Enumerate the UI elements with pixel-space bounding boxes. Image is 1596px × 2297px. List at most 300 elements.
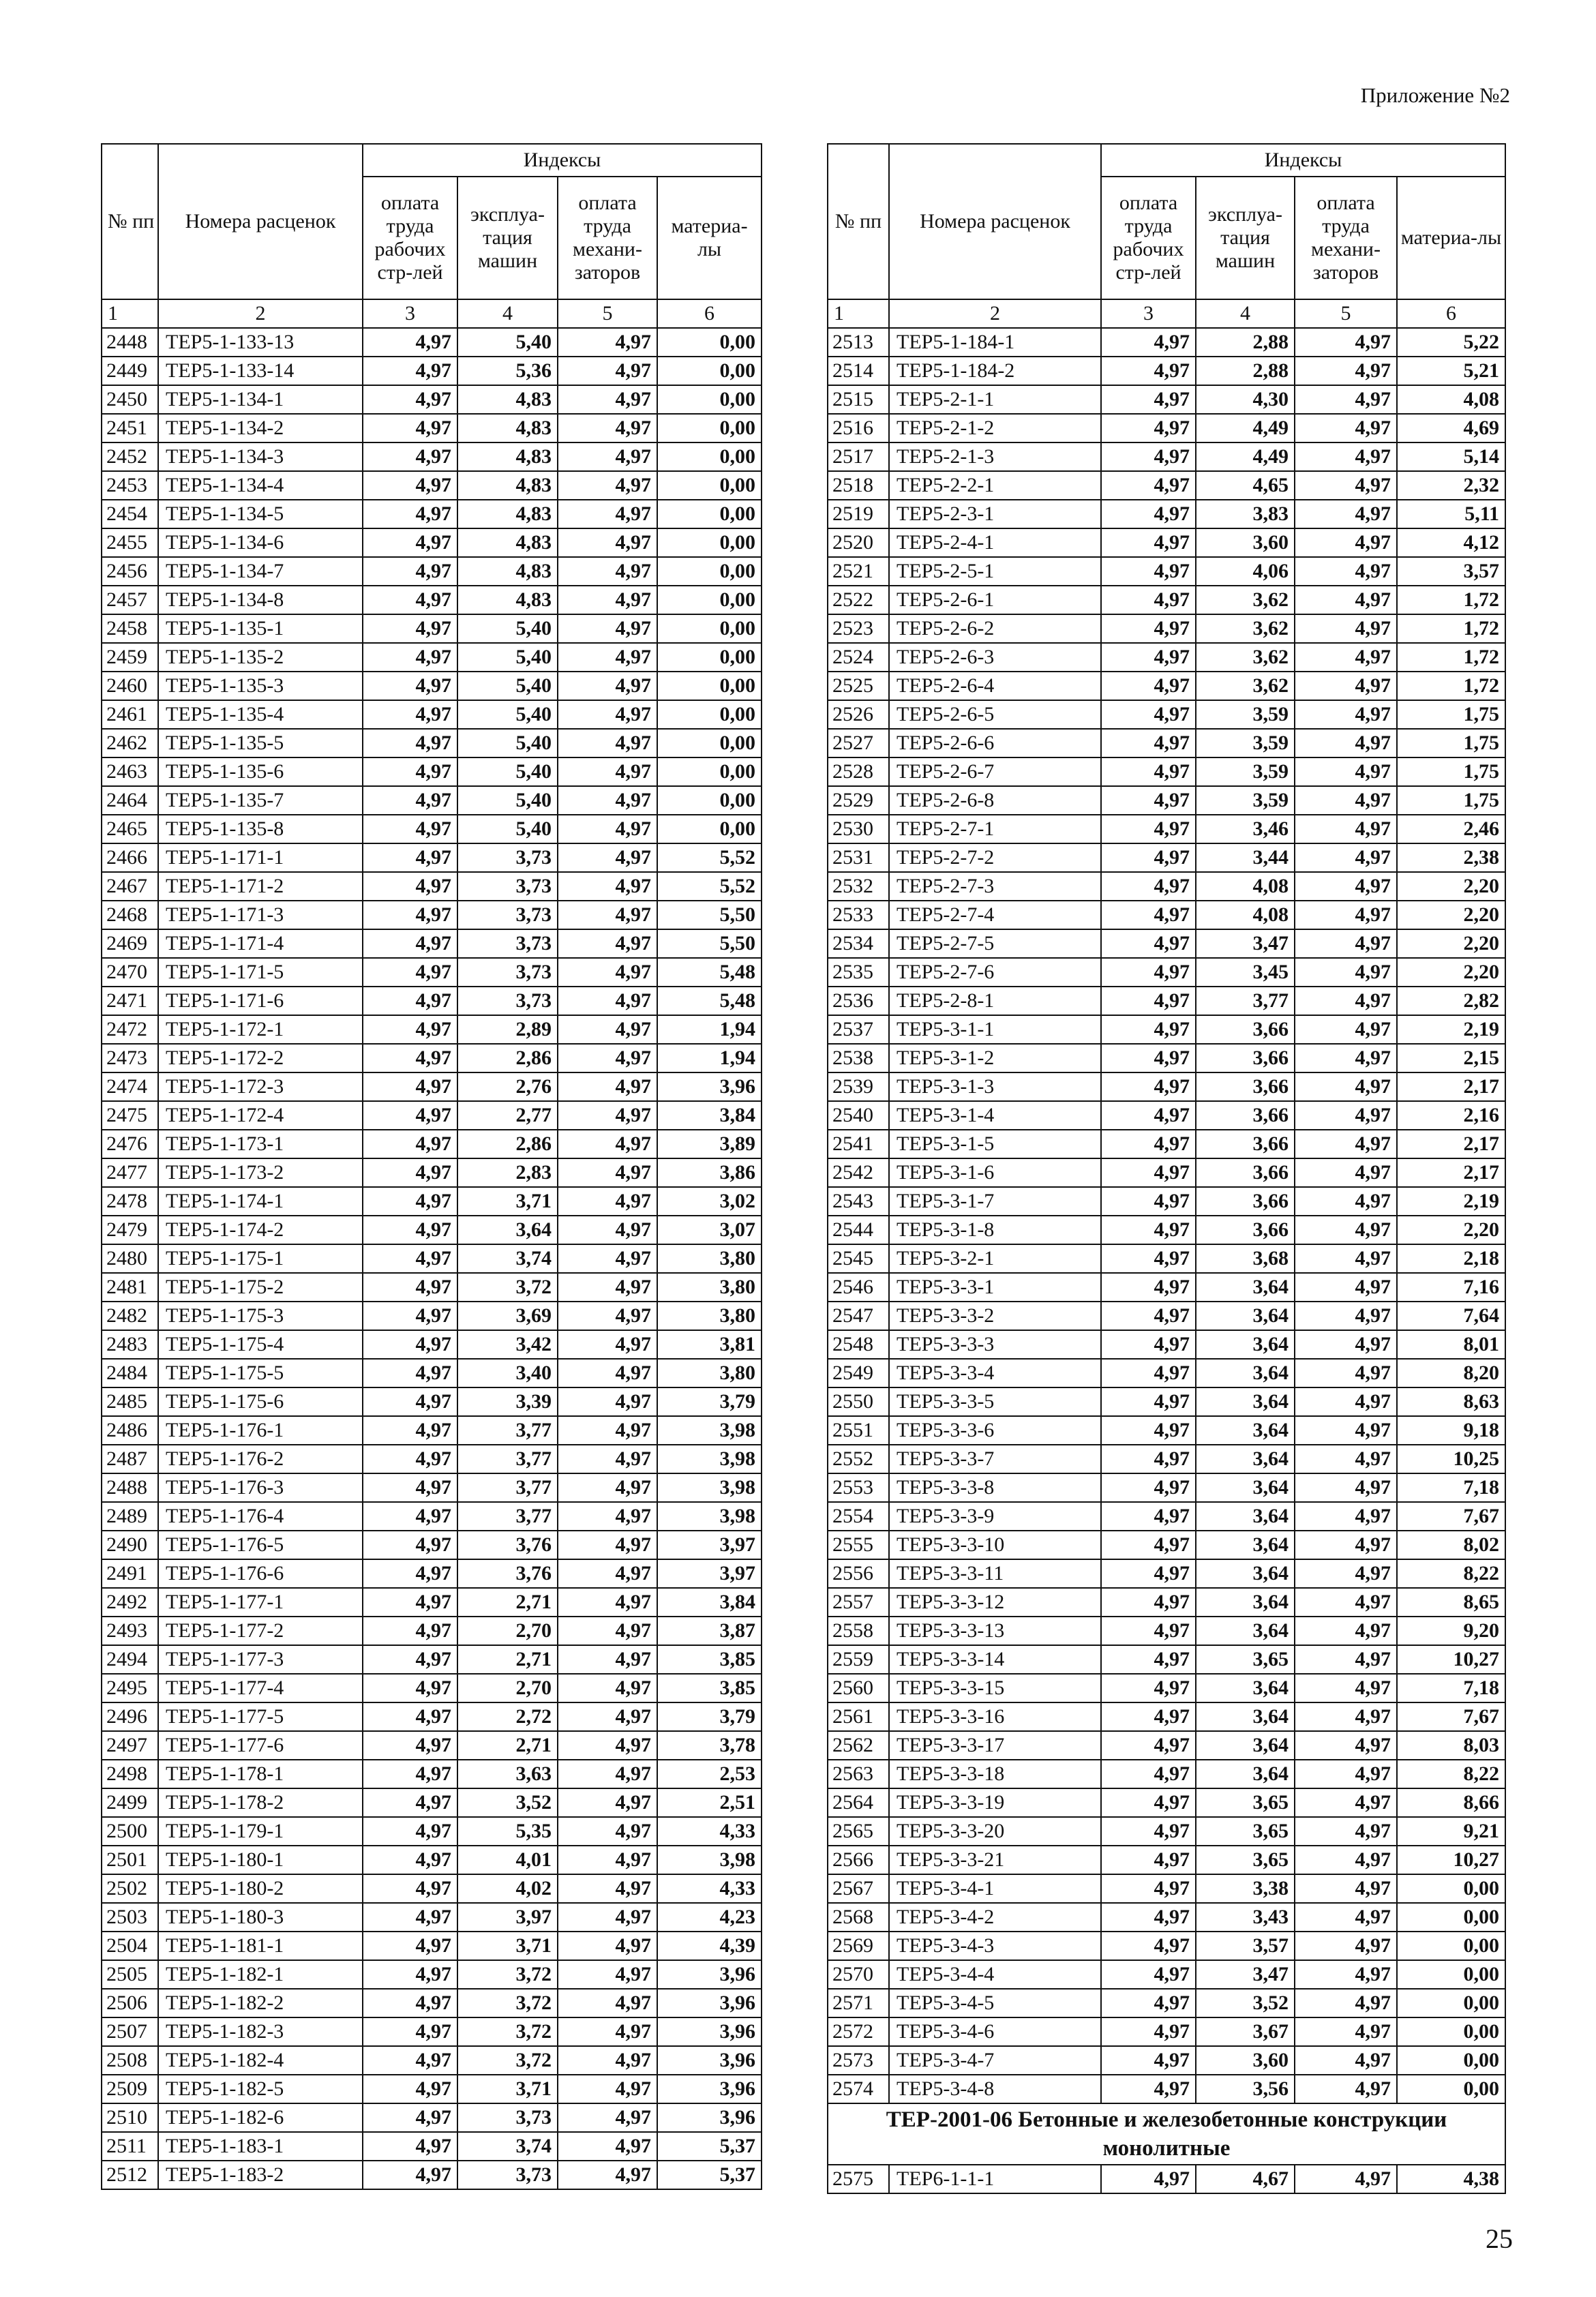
row-number: 2512 (102, 2161, 158, 2189)
mechanic-wage-index: 4,97 (558, 528, 657, 557)
mechanic-wage-index: 4,97 (1295, 1044, 1397, 1072)
row-number: 2501 (102, 1846, 158, 1874)
wage-index: 4,97 (363, 1330, 457, 1359)
rate-code: ТЕР5-1-135-4 (158, 700, 363, 729)
table-row (102, 786, 762, 815)
rate-code: ТЕР5-1-182-4 (158, 2046, 363, 2075)
materials-index: 0,00 (657, 357, 762, 385)
wage-index: 4,97 (363, 1502, 457, 1531)
table-row (828, 357, 1505, 385)
rate-code: ТЕР5-1-183-1 (158, 2132, 363, 2161)
rate-code: ТЕР5-1-134-7 (158, 557, 363, 586)
col-number: 6 (657, 299, 762, 328)
table-row (102, 2103, 762, 2132)
rate-code: ТЕР5-1-178-1 (158, 1760, 363, 1788)
rate-code: ТЕР5-3-1-1 (889, 1015, 1101, 1044)
row-number: 2528 (828, 757, 889, 786)
materials-index: 3,98 (657, 1445, 762, 1473)
wage-index: 4,97 (1101, 2017, 1196, 2046)
rate-code: ТЕР5-1-177-5 (158, 1702, 363, 1731)
row-number: 2559 (828, 1645, 889, 1674)
rate-code: ТЕР5-2-7-1 (889, 815, 1101, 843)
wage-index: 4,97 (363, 2132, 457, 2161)
machine-index: 4,83 (457, 471, 558, 500)
mechanic-wage-index: 4,97 (1295, 586, 1397, 614)
rate-code: ТЕР5-1-182-6 (158, 2103, 363, 2132)
machine-index: 2,86 (457, 1130, 558, 1158)
rate-code: ТЕР5-1-134-5 (158, 500, 363, 528)
machine-index: 4,83 (457, 586, 558, 614)
machine-index: 3,52 (1196, 1989, 1295, 2017)
materials-index: 5,50 (657, 929, 762, 958)
wage-index: 4,97 (1101, 1617, 1196, 1645)
row-number: 2565 (828, 1817, 889, 1846)
wage-index: 4,97 (363, 1731, 457, 1760)
col-mach-header: эксплуа-тация машин (1196, 177, 1295, 299)
materials-index: 5,21 (1397, 357, 1505, 385)
rate-code: ТЕР5-2-1-2 (889, 414, 1101, 442)
row-number: 2507 (102, 2017, 158, 2046)
wage-index: 4,97 (1101, 757, 1196, 786)
row-number: 2451 (102, 414, 158, 442)
mechanic-wage-index: 4,97 (558, 1387, 657, 1416)
wage-index: 4,97 (1101, 1874, 1196, 1903)
machine-index: 3,39 (457, 1387, 558, 1416)
machine-index: 2,72 (457, 1702, 558, 1731)
materials-index: 0,00 (1397, 2046, 1505, 2075)
table-row (102, 872, 762, 901)
materials-index: 3,84 (657, 1101, 762, 1130)
rate-code: ТЕР5-1-180-1 (158, 1846, 363, 1874)
row-number: 2542 (828, 1158, 889, 1187)
materials-index: 2,19 (1397, 1015, 1505, 1044)
table-row (828, 1645, 1505, 1674)
rate-code: ТЕР5-1-172-1 (158, 1015, 363, 1044)
row-number: 2527 (828, 729, 889, 757)
rate-code: ТЕР5-2-7-5 (889, 929, 1101, 958)
rate-code: ТЕР5-1-171-1 (158, 843, 363, 872)
machine-index: 5,40 (457, 757, 558, 786)
rate-code: ТЕР5-1-176-1 (158, 1416, 363, 1445)
mechanic-wage-index: 4,97 (1295, 1531, 1397, 1559)
machine-index: 3,64 (1196, 1273, 1295, 1302)
wage-index: 4,97 (363, 2161, 457, 2189)
wage-index: 4,97 (363, 729, 457, 757)
mechanic-wage-index: 4,97 (1295, 528, 1397, 557)
rate-code: ТЕР5-3-3-21 (889, 1846, 1101, 1874)
materials-index: 3,96 (657, 2046, 762, 2075)
rate-code: ТЕР5-2-1-3 (889, 442, 1101, 471)
machine-index: 3,72 (457, 1960, 558, 1989)
machine-index: 4,83 (457, 500, 558, 528)
mechanic-wage-index: 4,97 (558, 1731, 657, 1760)
mechanic-wage-index: 4,97 (1295, 872, 1397, 901)
table-row (102, 643, 762, 672)
materials-index: 4,33 (657, 1874, 762, 1903)
table-row (102, 471, 762, 500)
wage-index: 4,97 (1101, 987, 1196, 1015)
table-row (828, 1817, 1505, 1846)
table-row (102, 1645, 762, 1674)
machine-index: 3,59 (1196, 729, 1295, 757)
mechanic-wage-index: 4,97 (1295, 1015, 1397, 1044)
row-number: 2535 (828, 958, 889, 987)
wage-index: 4,97 (363, 958, 457, 987)
wage-index: 4,97 (363, 1244, 457, 1273)
machine-index: 5,36 (457, 357, 558, 385)
wage-index: 4,97 (1101, 901, 1196, 929)
col-no-header: № пп (828, 144, 889, 299)
row-number: 2536 (828, 987, 889, 1015)
rate-code: ТЕР5-3-1-7 (889, 1187, 1101, 1216)
row-number: 2534 (828, 929, 889, 958)
materials-index: 4,23 (657, 1903, 762, 1932)
machine-index: 3,66 (1196, 1130, 1295, 1158)
materials-index: 5,50 (657, 901, 762, 929)
rate-code: ТЕР5-1-173-2 (158, 1158, 363, 1187)
mechanic-wage-index: 4,97 (558, 987, 657, 1015)
wage-index: 4,97 (1101, 328, 1196, 357)
table-row (102, 586, 762, 614)
rates-table-right (827, 143, 1506, 2194)
mechanic-wage-index: 4,97 (558, 1158, 657, 1187)
rate-code: ТЕР5-3-4-5 (889, 1989, 1101, 2017)
materials-index: 10,25 (1397, 1445, 1505, 1473)
table-row (102, 1817, 762, 1846)
mechanic-wage-index: 4,97 (1295, 2075, 1397, 2103)
col-number: 3 (363, 299, 457, 328)
row-number: 2492 (102, 1588, 158, 1617)
machine-index: 3,62 (1196, 614, 1295, 643)
table-row (102, 1903, 762, 1932)
table-row (102, 815, 762, 843)
row-number: 2572 (828, 2017, 889, 2046)
row-number: 2469 (102, 929, 158, 958)
materials-index: 1,72 (1397, 672, 1505, 700)
wage-index: 4,97 (1101, 1015, 1196, 1044)
col-number: 5 (1295, 299, 1397, 328)
materials-index: 0,00 (657, 786, 762, 815)
machine-index: 3,77 (1196, 987, 1295, 1015)
rate-code: ТЕР5-2-2-1 (889, 471, 1101, 500)
row-number: 2557 (828, 1588, 889, 1617)
wage-index: 4,97 (1101, 1817, 1196, 1846)
mechanic-wage-index: 4,97 (1295, 557, 1397, 586)
machine-index: 4,49 (1196, 442, 1295, 471)
rate-code: ТЕР5-1-171-6 (158, 987, 363, 1015)
table-row (102, 1244, 762, 1273)
rate-code: ТЕР5-1-175-2 (158, 1273, 363, 1302)
row-number: 2480 (102, 1244, 158, 1273)
mechanic-wage-index: 4,97 (558, 2132, 657, 2161)
materials-index: 0,00 (1397, 1874, 1505, 1903)
row-number: 2550 (828, 1387, 889, 1416)
wage-index: 4,97 (363, 1044, 457, 1072)
row-number: 2510 (102, 2103, 158, 2132)
wage-index: 4,97 (363, 929, 457, 958)
mechanic-wage-index: 4,97 (1295, 1874, 1397, 1903)
wage-index: 4,97 (1101, 471, 1196, 500)
machine-index: 3,71 (457, 1187, 558, 1216)
machine-index: 3,43 (1196, 1903, 1295, 1932)
mechanic-wage-index: 4,97 (1295, 471, 1397, 500)
rate-code: ТЕР5-3-1-6 (889, 1158, 1101, 1187)
rate-code: ТЕР5-1-176-2 (158, 1445, 363, 1473)
mechanic-wage-index: 4,97 (1295, 786, 1397, 815)
wage-index: 4,97 (363, 586, 457, 614)
machine-index: 3,83 (1196, 500, 1295, 528)
mechanic-wage-index: 4,97 (558, 442, 657, 471)
table-row (102, 414, 762, 442)
table-row (828, 2165, 1505, 2193)
row-number: 2484 (102, 1359, 158, 1387)
machine-index: 3,77 (457, 1473, 558, 1502)
row-number: 2530 (828, 815, 889, 843)
wage-index: 4,97 (363, 1302, 457, 1330)
wage-index: 4,97 (363, 557, 457, 586)
wage-index: 4,97 (363, 1989, 457, 2017)
table-row (828, 929, 1505, 958)
materials-index: 2,82 (1397, 987, 1505, 1015)
table-row (102, 672, 762, 700)
wage-index: 4,97 (363, 1760, 457, 1788)
table-row (828, 586, 1505, 614)
table-row (828, 1788, 1505, 1817)
machine-index: 3,73 (457, 929, 558, 958)
table-row (102, 1788, 762, 1817)
materials-index: 10,27 (1397, 1645, 1505, 1674)
materials-index: 0,00 (657, 672, 762, 700)
table-row (828, 901, 1505, 929)
mechanic-wage-index: 4,97 (1295, 1588, 1397, 1617)
machine-index: 3,59 (1196, 786, 1295, 815)
mechanic-wage-index: 4,97 (558, 614, 657, 643)
materials-index: 2,17 (1397, 1158, 1505, 1187)
machine-index: 3,71 (457, 1932, 558, 1960)
materials-index: 3,80 (657, 1359, 762, 1387)
materials-index: 2,16 (1397, 1101, 1505, 1130)
rate-code: ТЕР5-3-3-17 (889, 1731, 1101, 1760)
appendix-title: Приложение №2 (1360, 83, 1510, 107)
mechanic-wage-index: 4,97 (558, 1359, 657, 1387)
row-number: 2453 (102, 471, 158, 500)
machine-index: 5,40 (457, 614, 558, 643)
table-row (828, 1874, 1505, 1903)
machine-index: 3,64 (1196, 1359, 1295, 1387)
row-number: 2505 (102, 1960, 158, 1989)
rate-code: ТЕР5-3-1-3 (889, 1072, 1101, 1101)
wage-index: 4,97 (363, 414, 457, 442)
mechanic-wage-index: 4,97 (1295, 414, 1397, 442)
materials-index: 4,69 (1397, 414, 1505, 442)
table-row (102, 1216, 762, 1244)
wage-index: 4,97 (1101, 1216, 1196, 1244)
wage-index: 4,97 (363, 614, 457, 643)
row-number: 2529 (828, 786, 889, 815)
row-number: 2463 (102, 757, 158, 786)
table-row (102, 1731, 762, 1760)
table-row (102, 929, 762, 958)
row-number: 2499 (102, 1788, 158, 1817)
table-row (102, 1473, 762, 1502)
machine-index: 3,64 (1196, 1445, 1295, 1473)
mechanic-wage-index: 4,97 (558, 1817, 657, 1846)
materials-index: 3,78 (657, 1731, 762, 1760)
mechanic-wage-index: 4,97 (1295, 901, 1397, 929)
materials-index: 3,86 (657, 1158, 762, 1187)
mechanic-wage-index: 4,97 (558, 1674, 657, 1702)
materials-index: 8,20 (1397, 1359, 1505, 1387)
wage-index: 4,97 (363, 2075, 457, 2103)
row-number: 2519 (828, 500, 889, 528)
rate-code: ТЕР5-1-134-3 (158, 442, 363, 471)
materials-index: 3,07 (657, 1216, 762, 1244)
table-row (102, 1187, 762, 1216)
mechanic-wage-index: 4,97 (558, 872, 657, 901)
row-number: 2475 (102, 1101, 158, 1130)
table-row (828, 1330, 1505, 1359)
materials-index: 0,00 (1397, 2017, 1505, 2046)
mechanic-wage-index: 4,97 (1295, 1187, 1397, 1216)
row-number: 2561 (828, 1702, 889, 1731)
mechanic-wage-index: 4,97 (1295, 2046, 1397, 2075)
mechanic-wage-index: 4,97 (1295, 1903, 1397, 1932)
materials-index: 3,81 (657, 1330, 762, 1359)
machine-index: 2,71 (457, 1731, 558, 1760)
table-row (828, 1617, 1505, 1645)
mechanic-wage-index: 4,97 (1295, 1158, 1397, 1187)
mechanic-wage-index: 4,97 (1295, 643, 1397, 672)
table-row (828, 442, 1505, 471)
table-row (102, 1330, 762, 1359)
materials-index: 5,52 (657, 872, 762, 901)
table-row (102, 987, 762, 1015)
rate-code: ТЕР5-1-177-1 (158, 1588, 363, 1617)
rate-code: ТЕР5-1-134-8 (158, 586, 363, 614)
wage-index: 4,97 (1101, 1072, 1196, 1101)
mechanic-wage-index: 4,97 (558, 328, 657, 357)
machine-index: 3,59 (1196, 700, 1295, 729)
machine-index: 3,64 (1196, 1531, 1295, 1559)
materials-index: 1,75 (1397, 729, 1505, 757)
table-row (828, 1044, 1505, 1072)
materials-index: 3,98 (657, 1502, 762, 1531)
wage-index: 4,97 (1101, 1416, 1196, 1445)
rate-code: ТЕР5-2-8-1 (889, 987, 1101, 1015)
mechanic-wage-index: 4,97 (1295, 757, 1397, 786)
machine-index: 3,66 (1196, 1187, 1295, 1216)
materials-index: 5,14 (1397, 442, 1505, 471)
mechanic-wage-index: 4,97 (558, 1932, 657, 1960)
wage-index: 4,97 (363, 1359, 457, 1387)
row-number: 2452 (102, 442, 158, 471)
mechanic-wage-index: 4,97 (558, 929, 657, 958)
rate-code: ТЕР5-3-3-18 (889, 1760, 1101, 1788)
mechanic-wage-index: 4,97 (1295, 1731, 1397, 1760)
materials-index: 8,01 (1397, 1330, 1505, 1359)
table-row (828, 815, 1505, 843)
row-number: 2470 (102, 958, 158, 987)
machine-index: 3,64 (1196, 1559, 1295, 1588)
wage-index: 4,97 (363, 843, 457, 872)
machine-index: 3,46 (1196, 815, 1295, 843)
mechanic-wage-index: 4,97 (1295, 1702, 1397, 1731)
mechanic-wage-index: 4,97 (1295, 1932, 1397, 1960)
rate-code: ТЕР5-1-135-3 (158, 672, 363, 700)
materials-index: 0,00 (657, 815, 762, 843)
table-row (828, 643, 1505, 672)
row-number: 2525 (828, 672, 889, 700)
row-number: 2523 (828, 614, 889, 643)
table-row (828, 1273, 1505, 1302)
rate-code: ТЕР5-1-134-6 (158, 528, 363, 557)
table-row (102, 1932, 762, 1960)
wage-index: 4,97 (1101, 586, 1196, 614)
rate-code: ТЕР5-1-135-6 (158, 757, 363, 786)
table-row (828, 729, 1505, 757)
mechanic-wage-index: 4,97 (558, 1187, 657, 1216)
wage-index: 4,97 (1101, 1359, 1196, 1387)
mechanic-wage-index: 4,97 (558, 1645, 657, 1674)
rate-code: ТЕР5-1-177-3 (158, 1645, 363, 1674)
table-row (102, 1760, 762, 1788)
rate-code: ТЕР5-3-2-1 (889, 1244, 1101, 1273)
mechanic-wage-index: 4,97 (558, 2103, 657, 2132)
row-number: 2474 (102, 1072, 158, 1101)
materials-index: 3,96 (657, 2103, 762, 2132)
rate-code: ТЕР5-2-7-3 (889, 872, 1101, 901)
wage-index: 4,97 (363, 1158, 457, 1187)
rate-code: ТЕР5-1-177-6 (158, 1731, 363, 1760)
machine-index: 4,83 (457, 557, 558, 586)
materials-index: 9,18 (1397, 1416, 1505, 1445)
wage-index: 4,97 (1101, 442, 1196, 471)
mechanic-wage-index: 4,97 (558, 471, 657, 500)
wage-index: 4,97 (1101, 1302, 1196, 1330)
rate-code: ТЕР5-1-182-5 (158, 2075, 363, 2103)
wage-index: 4,97 (363, 1617, 457, 1645)
table-row (828, 2075, 1505, 2103)
table-row (102, 1359, 762, 1387)
mechanic-wage-index: 4,97 (558, 357, 657, 385)
mechanic-wage-index: 4,97 (1295, 1617, 1397, 1645)
row-number: 2573 (828, 2046, 889, 2075)
table-row (102, 442, 762, 471)
rate-code: ТЕР5-2-6-3 (889, 643, 1101, 672)
mechanic-wage-index: 4,97 (1295, 1473, 1397, 1502)
table-row (102, 1846, 762, 1874)
machine-index: 3,42 (457, 1330, 558, 1359)
wage-index: 4,97 (363, 2103, 457, 2132)
row-number: 2574 (828, 2075, 889, 2103)
materials-index: 3,98 (657, 1473, 762, 1502)
mechanic-wage-index: 4,97 (558, 1702, 657, 1731)
materials-index: 1,72 (1397, 643, 1505, 672)
rate-code: ТЕР5-1-177-2 (158, 1617, 363, 1645)
row-number: 2502 (102, 1874, 158, 1903)
row-number: 2513 (828, 328, 889, 357)
rate-code: ТЕР5-3-3-19 (889, 1788, 1101, 1817)
wage-index: 4,97 (363, 1387, 457, 1416)
mechanic-wage-index: 4,97 (558, 2017, 657, 2046)
machine-index: 3,66 (1196, 1101, 1295, 1130)
wage-index: 4,97 (363, 757, 457, 786)
machine-index: 4,08 (1196, 901, 1295, 929)
materials-index: 1,72 (1397, 614, 1505, 643)
wage-index: 4,97 (1101, 1044, 1196, 1072)
mechanic-wage-index: 4,97 (558, 729, 657, 757)
machine-index: 2,71 (457, 1588, 558, 1617)
